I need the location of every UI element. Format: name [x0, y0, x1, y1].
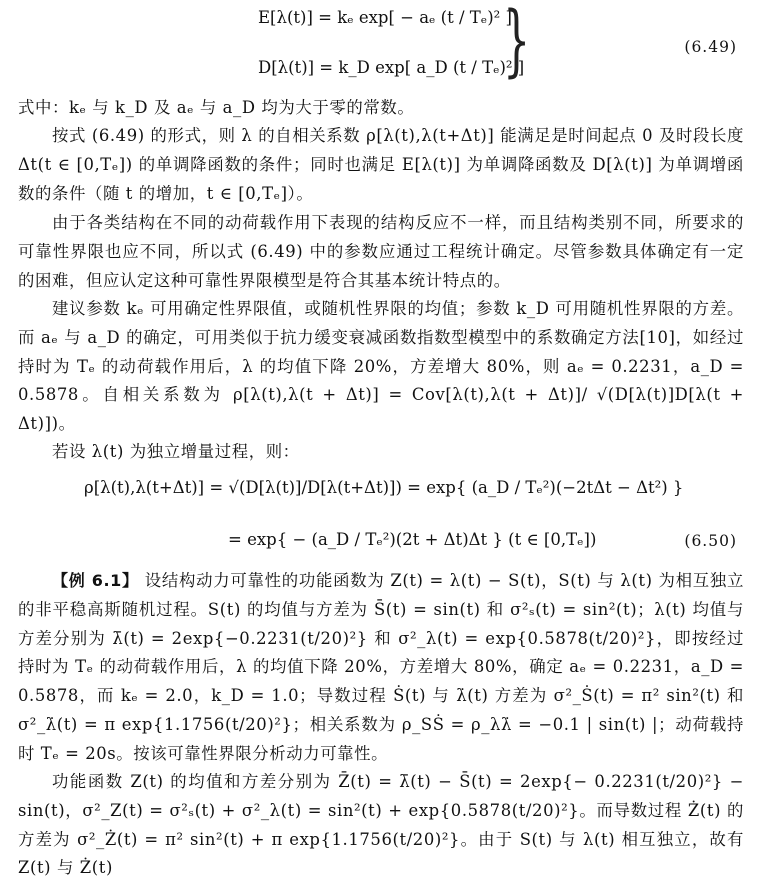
equation-6-50-line-2: = exp{ − (a_D / Tₑ²)(2t + Δt)Δt } (t ∈ [0,Tₑ])	[228, 530, 597, 549]
paragraph-parameter-determination: 由于各类结构在不同的动荷载作用下表现的结构反应不一样，而且结构类别不同，所要求的可靠性界限也应不同，所以式 (6.49) 中的参数应通过工程统计确定。尽管参数具体确定有一定的困难，但应认定这种可靠性界限模型是符合其基本统计特点的。	[18, 213, 744, 290]
paragraph-independent-increment: 若设 λ(t) 为独立增量过程，则：	[52, 442, 300, 461]
paragraph-function-mean-variance: 功能函数 Z(t) 的均值和方差分别为 Z̄(t) = λ̄(t) − S̄(t) = 2exp{− 0.2231(t/20)²} − sin(t)，σ²_Z(t) = σ²ₛ(t) + σ²_λ(t) = sin²(t) + exp{0.5878(t/20)²}。而导数过程 Ż(t) 的方差为 σ²_Ż(t) = π² sin²(t) + π exp{1.1756(t/20)²}。由于 S(t) 与 λ(t) 相互独立，故有 Z(t) 与 Ż(t)	[18, 772, 744, 878]
example-label: 【例 6.1】	[52, 571, 139, 590]
example-body: 设结构动力可靠性的功能函数为 Z(t) = λ(t) − S(t)，S(t) 与 λ(t) 为相互独立的非平稳高斯随机过程。S(t) 的均值与方差为 S̄(t) = sin(t) 和 σ²ₛ(t) = sin²(t)；λ(t) 均值与方差分别为 λ̄(t) = 2exp{−0.2231(t/20)²} 和 σ²_λ(t) = exp{0.5878(t/20)²}，即按经过持时为 Tₑ 的动荷载作用后，λ 的均值下降 20%，方差增大 80%，确定 aₑ = 0.2231，a_D = 0.5878，而 kₑ = 2.0，k_D = 1.0；导数过程 Ṡ(t) 与 λ̇(t) 方差为 σ²_Ṡ(t) = π² sin²(t) 和 σ²_λ̇(t) = π exp{1.1756(t/20)²}；相关系数为 ρ_SṠ = ρ_λλ̇ = −0.1 | sin(t) |；动荷载持时 Tₑ = 20s。按该可靠性界限分析动力可靠性。	[18, 571, 745, 763]
equation-brace: }	[503, 0, 531, 86]
paragraph-example-6-1	[18, 567, 744, 769]
paragraph-parameter-suggestion: 建议参数 kₑ 可用确定性界限值，或随机性界限的均值；参数 k_D 可用随机性界限的方差。而 aₑ 与 a_D 的确定，可用类似于抗力缓变衰减函数指数型模型中的系数确定方法[10]，如经过持时为 Tₑ 的动荷载作用后，λ 的均值下降 20%，方差增大 80%，则 aₑ = 0.2231，a_D = 0.5878。自相关系数为 ρ[λ(t),λ(t + Δt)] = Cov[λ(t),λ(t + Δt)]/ √(D[λ(t)]D[λ(t + Δt)])。	[18, 299, 744, 434]
equation-6-50-line-1: ρ[λ(t),λ(t+Δt)] = √(D[λ(t)]/D[λ(t+Δt)]) = exp{ (a_D / Tₑ²)(−2tΔt − Δt²) }	[84, 478, 684, 497]
equation-6-49-line-1: E[λ(t)] = kₑ exp[ − aₑ (t / Tₑ)² ]	[258, 8, 512, 27]
equation-6-49-number: (6.49)	[684, 38, 737, 56]
paragraph-constants-note: 式中：kₑ 与 k_D 及 aₑ 与 a_D 均为大于零的常数。	[18, 98, 415, 117]
paragraph-monotonic-conditions: 按式 (6.49) 的形式，则 λ 的自相关系数 ρ[λ(t),λ(t+Δt)] 能满足是时间起点 0 及时段长度 Δt(t ∈ [0,Tₑ]) 的单调降函数的条件；同时也满足 E[λ(t)] 为单调降函数及 D[λ(t)] 为单调增函数的条件（随 t 的增加，t ∈ [0,Tₑ]）。	[18, 126, 744, 203]
equation-6-50-number: (6.50)	[684, 532, 737, 550]
equation-6-49-line-2: D[λ(t)] = k_D exp[ a_D (t / Tₑ)² ]	[258, 58, 525, 77]
